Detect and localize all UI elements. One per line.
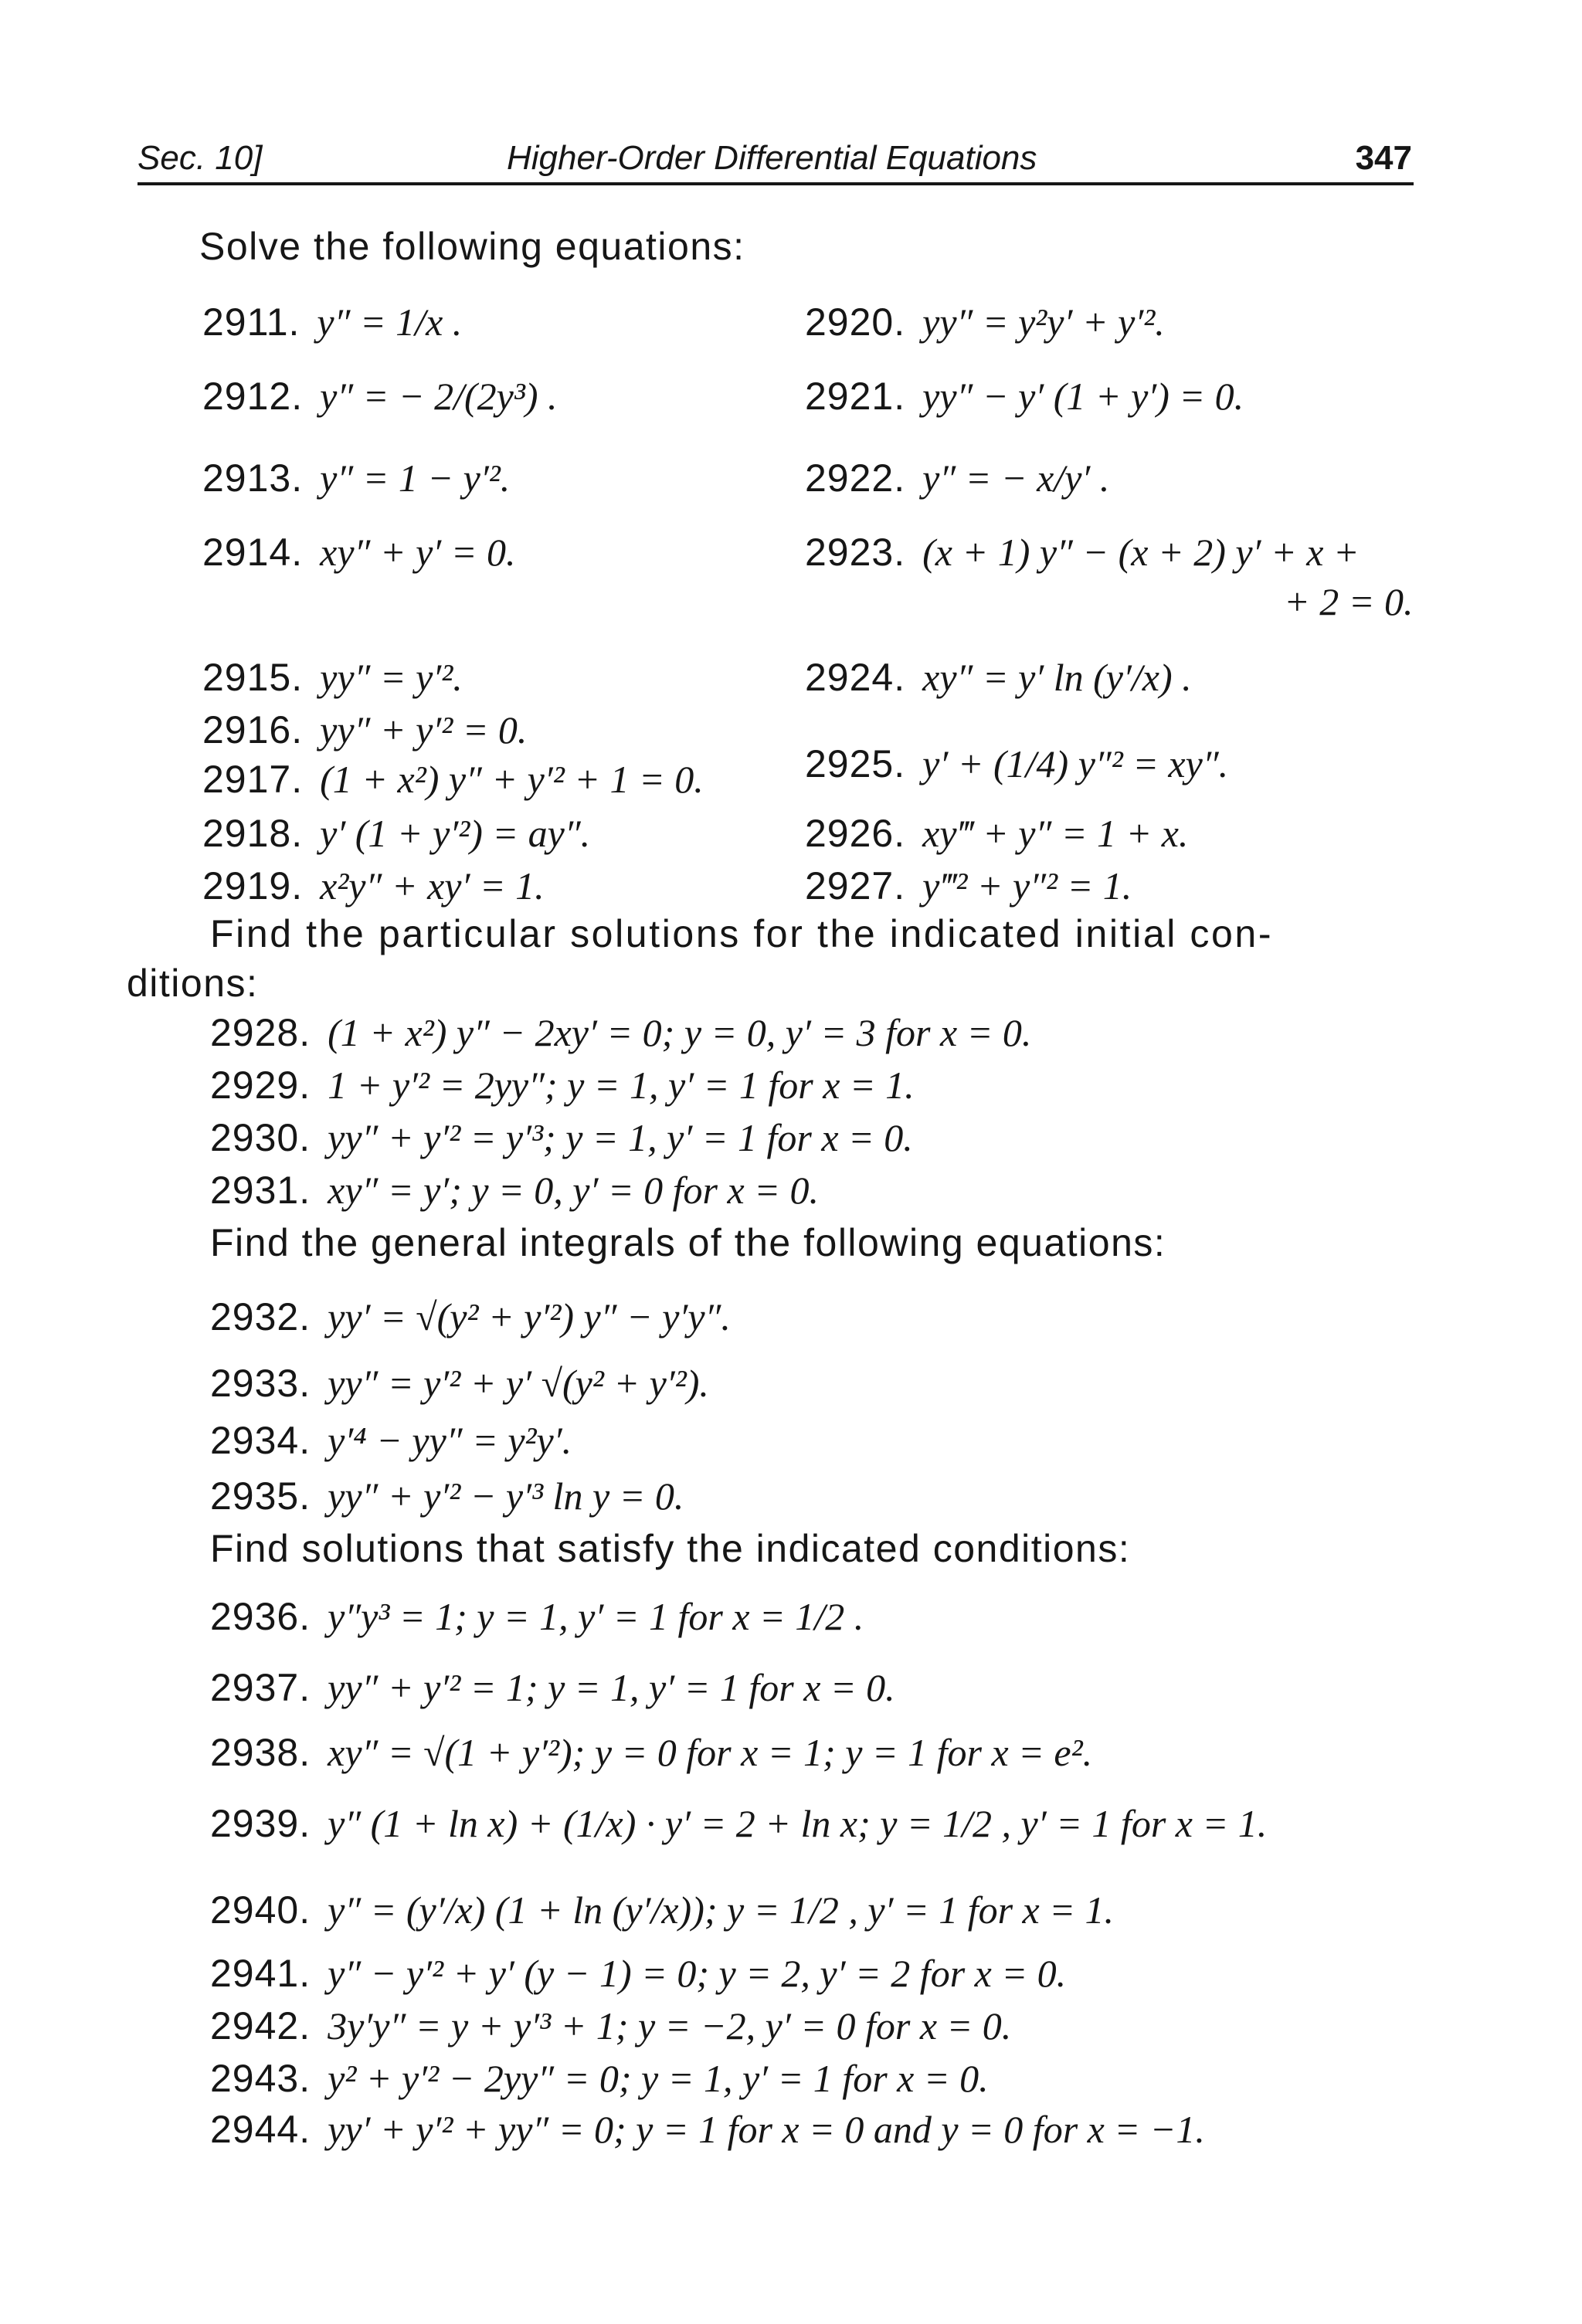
problem-2938: 2938. xy″ = √(1 + y′²); y = 0 for x = 1; y = 1 for x = e². [210, 1731, 1093, 1774]
particular-solutions-text: Find the particular solutions for the indicated initial con- [210, 912, 1274, 955]
problem-2940: 2940. y″ = (y′/x) (1 + ln (y′/x)); y = 1/2 , y′ = 1 for x = 1. [210, 1888, 1114, 1932]
problem-2921: 2921. yy″ − y′ (1 + y′) = 0. [805, 375, 1244, 418]
problem-2935: 2935. yy″ + y′² − y′³ ln y = 0. [210, 1474, 684, 1518]
intro-text: Solve the following equations: [199, 225, 745, 268]
problem-2943: 2943. y² + y′² − 2yy″ = 0; y = 1, y′ = 1 for x = 0. [210, 2057, 989, 2100]
header-rule [137, 182, 1414, 185]
problem-2917: 2917. (1 + x²) y″ + y′² + 1 = 0. [202, 758, 704, 801]
problem-2924: 2924. xy″ = y′ ln (y′/x) . [805, 656, 1192, 699]
indicated-conditions-text: Find solutions that satisfy the indicated conditions: [210, 1527, 1131, 1570]
problem-2923-cont: + 2 = 0. [1284, 580, 1414, 623]
problem-2912: 2912. y″ = − 2/(2y³) . [202, 375, 558, 418]
problem-2922: 2922. y″ = − x/y′ . [805, 456, 1110, 500]
problem-2931: 2931. xy″ = y′; y = 0, y′ = 0 for x = 0. [210, 1169, 819, 1212]
problem-2936: 2936. y″y³ = 1; y = 1, y′ = 1 for x = 1/2 . [210, 1595, 864, 1638]
problem-2944: 2944. yy′ + y′² + yy″ = 0; y = 1 for x = 0 and y = 0 for x = −1. [210, 2108, 1205, 2151]
problem-2934: 2934. y′⁴ − yy″ = y²y′. [210, 1419, 572, 1462]
problem-2923: 2923. (x + 1) y″ − (x + 2) y′ + x + [805, 531, 1360, 574]
problem-2939: 2939. y″ (1 + ln x) + (1/x) · y′ = 2 + ln x; y = 1/2 , y′ = 1 for x = 1. [210, 1802, 1268, 1845]
problem-2915: 2915. yy″ = y′². [202, 656, 463, 699]
problem-2925: 2925. y′ + (1/4) y″² = xy″. [805, 742, 1229, 785]
section-label: Sec. 10] [137, 139, 263, 177]
problem-2911: 2911. y″ = 1/x . [202, 300, 463, 344]
problem-2930: 2930. yy″ + y′² = y′³; y = 1, y′ = 1 for x = 0. [210, 1116, 913, 1159]
problem-2913: 2913. y″ = 1 − y′². [202, 456, 511, 500]
problem-2928: 2928. (1 + x²) y″ − 2xy′ = 0; y = 0, y′ = 3 for x = 0. [210, 1011, 1032, 1054]
problem-2932: 2932. yy′ = √(y² + y′²) y″ − y′y″. [210, 1295, 731, 1338]
page-number: 347 [1355, 139, 1412, 177]
running-title: Higher-Order Differential Equations [507, 139, 1037, 177]
problem-2937: 2937. yy″ + y′² = 1; y = 1, y′ = 1 for x = 0. [210, 1666, 895, 1709]
problem-2918: 2918. y′ (1 + y′²) = ay″. [202, 812, 591, 855]
problem-2920: 2920. yy″ = y²y′ + y′². [805, 300, 1165, 344]
problem-2927: 2927. y‴² + y″² = 1. [805, 864, 1132, 908]
problem-2914: 2914. xy″ + y′ = 0. [202, 531, 516, 574]
problem-2926: 2926. xy‴ + y″ = 1 + x. [805, 812, 1189, 855]
page-header [137, 133, 1412, 184]
general-integrals-text: Find the general integrals of the following equations: [210, 1221, 1166, 1264]
problem-2929: 2929. 1 + y′² = 2yy″; y = 1, y′ = 1 for x = 1. [210, 1064, 915, 1107]
particular-solutions-text-cont: ditions: [127, 962, 259, 1005]
problem-2942: 2942. 3y′y″ = y + y′³ + 1; y = −2, y′ = 0 for x = 0. [210, 2004, 1012, 2047]
problem-2941: 2941. y″ − y′² + y′ (y − 1) = 0; y = 2, y′ = 2 for x = 0. [210, 1952, 1067, 1995]
problem-2919: 2919. x²y″ + xy′ = 1. [202, 864, 545, 908]
problem-2916: 2916. yy″ + y′² = 0. [202, 708, 528, 751]
problem-2933: 2933. yy″ = y′² + y′ √(y² + y′²). [210, 1362, 709, 1405]
